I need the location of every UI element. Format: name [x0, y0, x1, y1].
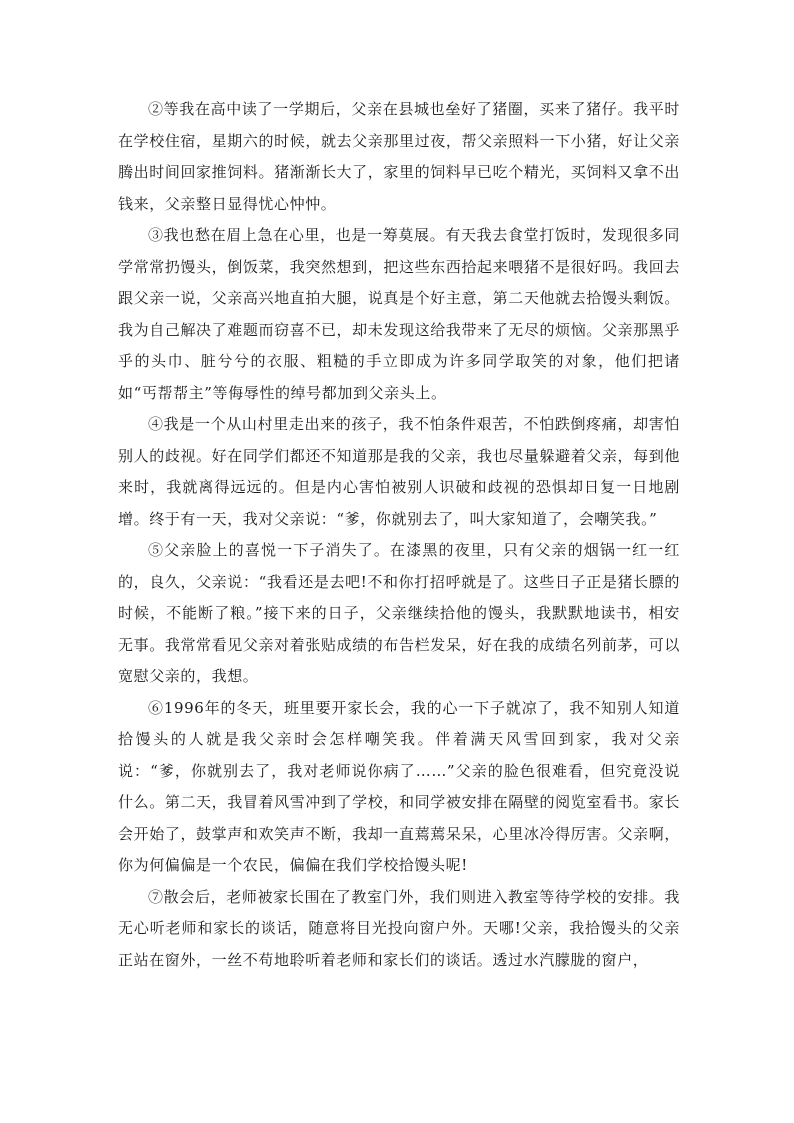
- paragraph-2: ②等我在高中读了一学期后，父亲在县城也垒好了猪圈，买来了猪仔。我平时在学校住宿，星期六的时候，就去父亲那里过夜，帮父亲照料一下小猪，好让父亲腾出时间回家推饲料。猪渐渐长大了，家里的饲料早已吃个精光，买饲料又拿不出钱来，父亲整日显得忧心忡忡。: [118, 100, 680, 213]
- paragraph-6: ⑥1996年的冬天，班里要开家长会，我的心一下子就凉了，我不知别人知道拾馒头的人就是我父亲时会怎样嘲笑我。伴着满天风雪回到家，我对父亲说：“爹，你就别去了，我对老师说你病了……”父亲的脸色很难看，但究竟没说什么。第二天，我冒着风雪冲到了学校，和同学被安排在隔壁的阅览室看书。家长会开始了，鼓掌声和欢笑声不断，我却一直蔫蔫呆呆，心里冰冷得厉害。父亲啊，你为何偏偏是一个农民，偏偏在我们学校拾馒头呢!: [118, 698, 680, 874]
- article-body: [118, 94, 680, 976]
- paragraph-7: ⑦散会后，老师被家长围在了教室门外，我们则进入教室等待学校的安排。我无心听老师和家长的谈话，随意将目光投向窗户外。天哪!父亲，我拾馒头的父亲正站在窗外，一丝不苟地聆听着老师和家长们的谈话。透过水汽朦胧的窗户，: [118, 887, 680, 969]
- paragraph-3: ③我也愁在眉上急在心里，也是一筹莫展。有天我去食堂打饭时，发现很多同学常常扔馒头，倒饭菜，我突然想到，把这些东西拾起来喂猪不是很好吗。我回去跟父亲一说，父亲高兴地直拍大腿，说真是个好主意，第二天他就去拾馒头剩饭。我为自己解决了难题而窃喜不已，却未发现这给我带来了无尽的烦恼。父亲那黑乎乎的头巾、脏兮兮的衣服、粗糙的手立即成为许多同学取笑的对象，他们把诸如“丐帮帮主”等侮辱性的绰号都加到父亲头上。: [118, 226, 680, 402]
- paragraph-5: ⑤父亲脸上的喜悦一下子消失了。在漆黑的夜里，只有父亲的烟锅一红一红的，良久，父亲说：“我看还是去吧!不和你打招呼就是了。这些日子正是猪长膘的时候，不能断了粮。”接下来的日子，父亲继续拾他的馒头，我默默地读书，相安无事。我常常看见父亲对着张贴成绩的布告栏发呆，好在我的成绩名列前茅，可以宽慰父亲的，我想。: [118, 541, 680, 685]
- paragraph-4: ④我是一个从山村里走出来的孩子，我不怕条件艰苦，不怕跌倒疼痛，却害怕别人的歧视。好在同学们都还不知道那是我的父亲，我也尽量躲避着父亲，每到他来时，我就离得远远的。但是内心害怕被别人识破和歧视的恐惧却日复一日地剧增。终于有一天，我对父亲说：“爹，你就别去了，叫大家知道了，会嘲笑我。”: [118, 415, 680, 528]
